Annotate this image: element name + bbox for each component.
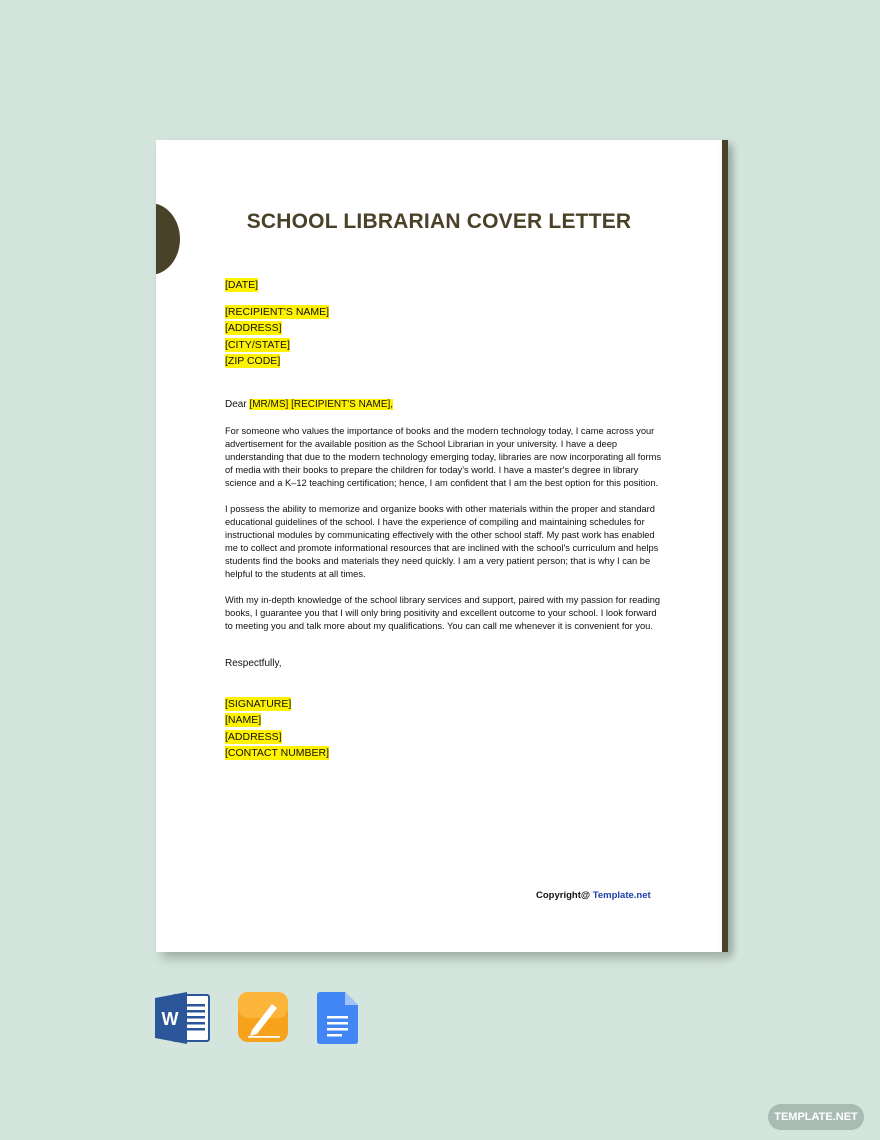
copyright-notice — [536, 890, 651, 901]
word-icon[interactable] — [155, 992, 211, 1044]
paragraph-1: For someone who values the importance of books and the modern technology today, I came across your advertisement for the available position as the School Librarian in your university. I have a deep understanding that due to the modern technology emerging today, libraries are now incorporating all forms of media with their books to prepare the children for today's world. I have a master's degree in library science and a K–12 teaching certification; hence, I am confident that I am the best option for this position. — [225, 425, 662, 488]
letter-page — [156, 140, 722, 952]
svg-text:W: W — [161, 1009, 179, 1029]
salutation-name: [MR/MS] [RECIPIENT'S NAME], — [249, 398, 394, 410]
recipient-line: [ADDRESS] — [225, 322, 282, 334]
signature-line: [SIGNATURE] — [225, 697, 292, 710]
salutation-prefix: Dear — [225, 398, 250, 410]
letter-body — [225, 277, 663, 762]
signature-line: [ADDRESS] — [225, 730, 282, 743]
signature-line: [CONTACT NUMBER] — [225, 747, 330, 759]
signature-line: [NAME] — [225, 714, 262, 726]
paragraph-2: I possess the ability to memorize and organize books with other materials within the proper and standard educational guidelines of the school. I have the experience of compiling and maintaining schedules for instructional modules by communicating effectively with the other school staff. My past work has enabled me to collect and promote informational resources that are inclined with the school's curriculum and helps students find the books and materials they need quickly. I am a very patient person; that is why I can be helpful to the students at all times. — [225, 503, 659, 579]
recipient-line: [ZIP CODE] — [225, 355, 281, 367]
recipient-block — [225, 304, 663, 370]
date-placeholder: [DATE] — [225, 279, 259, 291]
copyright-link[interactable]: Template.net — [592, 890, 651, 901]
recipient-line: [RECIPIENT'S NAME] — [225, 305, 330, 318]
closing: Respectfully, — [225, 657, 282, 669]
document-title: SCHOOL LIBRARIAN COVER LETTER — [246, 210, 632, 233]
copyright-label: Copyright@ — [536, 890, 593, 901]
template-watermark: TEMPLATE.NET — [768, 1104, 864, 1130]
page-edge-bar — [722, 140, 728, 952]
google-docs-icon[interactable] — [317, 992, 359, 1044]
signature-block — [225, 696, 663, 762]
paragraph-3: With my in-depth knowledge of the school library services and support, paired with my passion for reading books, I guarantee you that I will only bring positivity and excellent outcome to your school. I look forward to meeting you and talk more about my qualifications. You can call me whenever it is convenient for you. — [225, 594, 661, 631]
salutation — [225, 398, 663, 411]
recipient-line: [CITY/STATE] — [225, 338, 290, 351]
date-line — [225, 277, 663, 294]
pages-icon[interactable] — [238, 992, 290, 1044]
